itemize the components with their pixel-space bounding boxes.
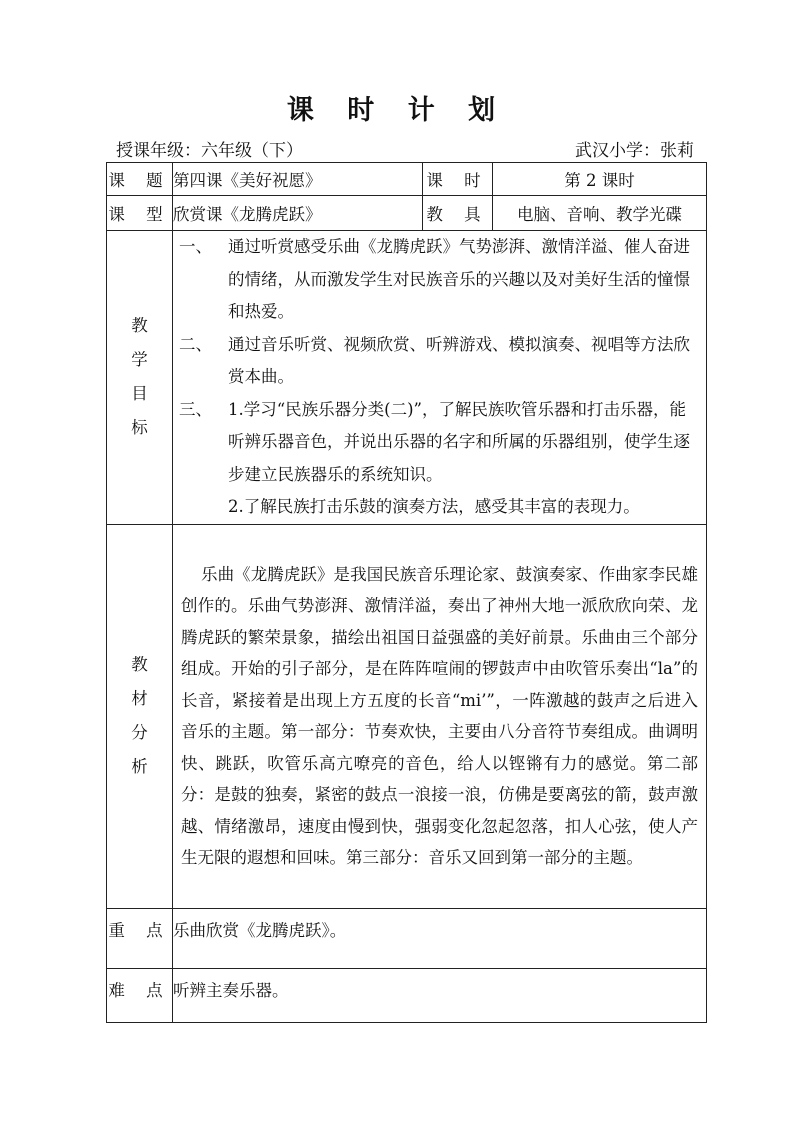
key-point-label: 重 点 [107, 908, 173, 968]
row-key-point [107, 908, 707, 968]
row-analysis [107, 524, 707, 908]
lesson-plan-table [106, 162, 707, 1023]
objectives-label: 教 学 目 标 [107, 231, 173, 525]
analysis-label: 教 材 分 析 [107, 524, 173, 908]
type-label: 课 型 [107, 196, 173, 231]
objective-item: 一、 通过听赏感受乐曲《龙腾虎跃》气势澎湃、激情洋溢、催人奋进的情绪，从而激发学生对民族音乐的兴趣以及对美好生活的憧憬和热爱。 [179, 237, 690, 321]
analysis-text: 乐曲《龙腾虎跃》是我国民族音乐理论家、鼓演奏家、作曲家李民雄创作的。乐曲气势澎湃、激情洋溢，奏出了神州大地一派欣欣向荣、龙腾虎跃的繁荣景象，描绘出祖国日益强盛的美好前景。乐曲由三个部分组成。开始的引子部分，是在阵阵喧闹的锣鼓声中由吹管乐奏出“la”的长音，紧接着是出现上方五度的长音“mi’”，一阵激越的鼓声之后进入音乐的主题。第一部分：节奏欢快，主要由八分音符节奏组成。曲调明快、跳跃，吹管乐高亢嘹亮的音色，给人以铿锵有力的感觉。第二部分：是鼓的独奏，紧密的鼓点一浪接一浪，仿佛是要离弦的箭，鼓声激越、情绪激昂，速度由慢到快，强弱变化忽起忽落，扣人心弦，使人产生无限的遐想和回味。第三部分：音乐又回到第一部分的主题。 [181, 564, 698, 867]
objective-item: 二、 通过音乐听赏、视频欣赏、听辨游戏、模拟演奏、视唱等方法欣赏本曲。 [179, 334, 690, 386]
period-value: 第 2 课时 [493, 163, 707, 196]
difficulty-label: 难 点 [107, 968, 173, 1022]
objective-item: 三、 1.学习“民族乐器分类(二)”，了解民族吹管乐器和打击乐器，能听辨乐器音色，并说出乐器的名字和所属的乐器组别，使学生逐步建立民族器乐的系统知识。 [179, 399, 690, 484]
row-topic [107, 163, 707, 196]
objectives-content [173, 231, 707, 525]
key-point-value: 乐曲欣赏《龙腾虎跃》。 [173, 908, 707, 968]
row-objectives [107, 231, 707, 525]
analysis-content [173, 524, 707, 908]
period-label: 课 时 [423, 163, 493, 196]
difficulty-value: 听辨主奏乐器。 [173, 968, 707, 1022]
objective-subitem: 2.了解民族打击乐鼓的演奏方法，感受其丰富的表现力。 [228, 497, 640, 516]
equipment-label: 教 具 [423, 196, 493, 231]
row-difficulty [107, 968, 707, 1022]
equipment-value: 电脑、音响、教学光碟 [493, 196, 707, 231]
topic-label: 课 题 [107, 163, 173, 196]
page-title: 课 时 计 划 [286, 95, 508, 126]
grade-info: 授课年级：六年级（下） [116, 141, 303, 161]
topic-value: 第四课《美好祝愿》 [173, 163, 423, 196]
row-type [107, 196, 707, 231]
teacher-info: 武汉小学：张莉 [575, 141, 694, 161]
type-value: 欣赏课《龙腾虎跃》 [173, 196, 423, 231]
